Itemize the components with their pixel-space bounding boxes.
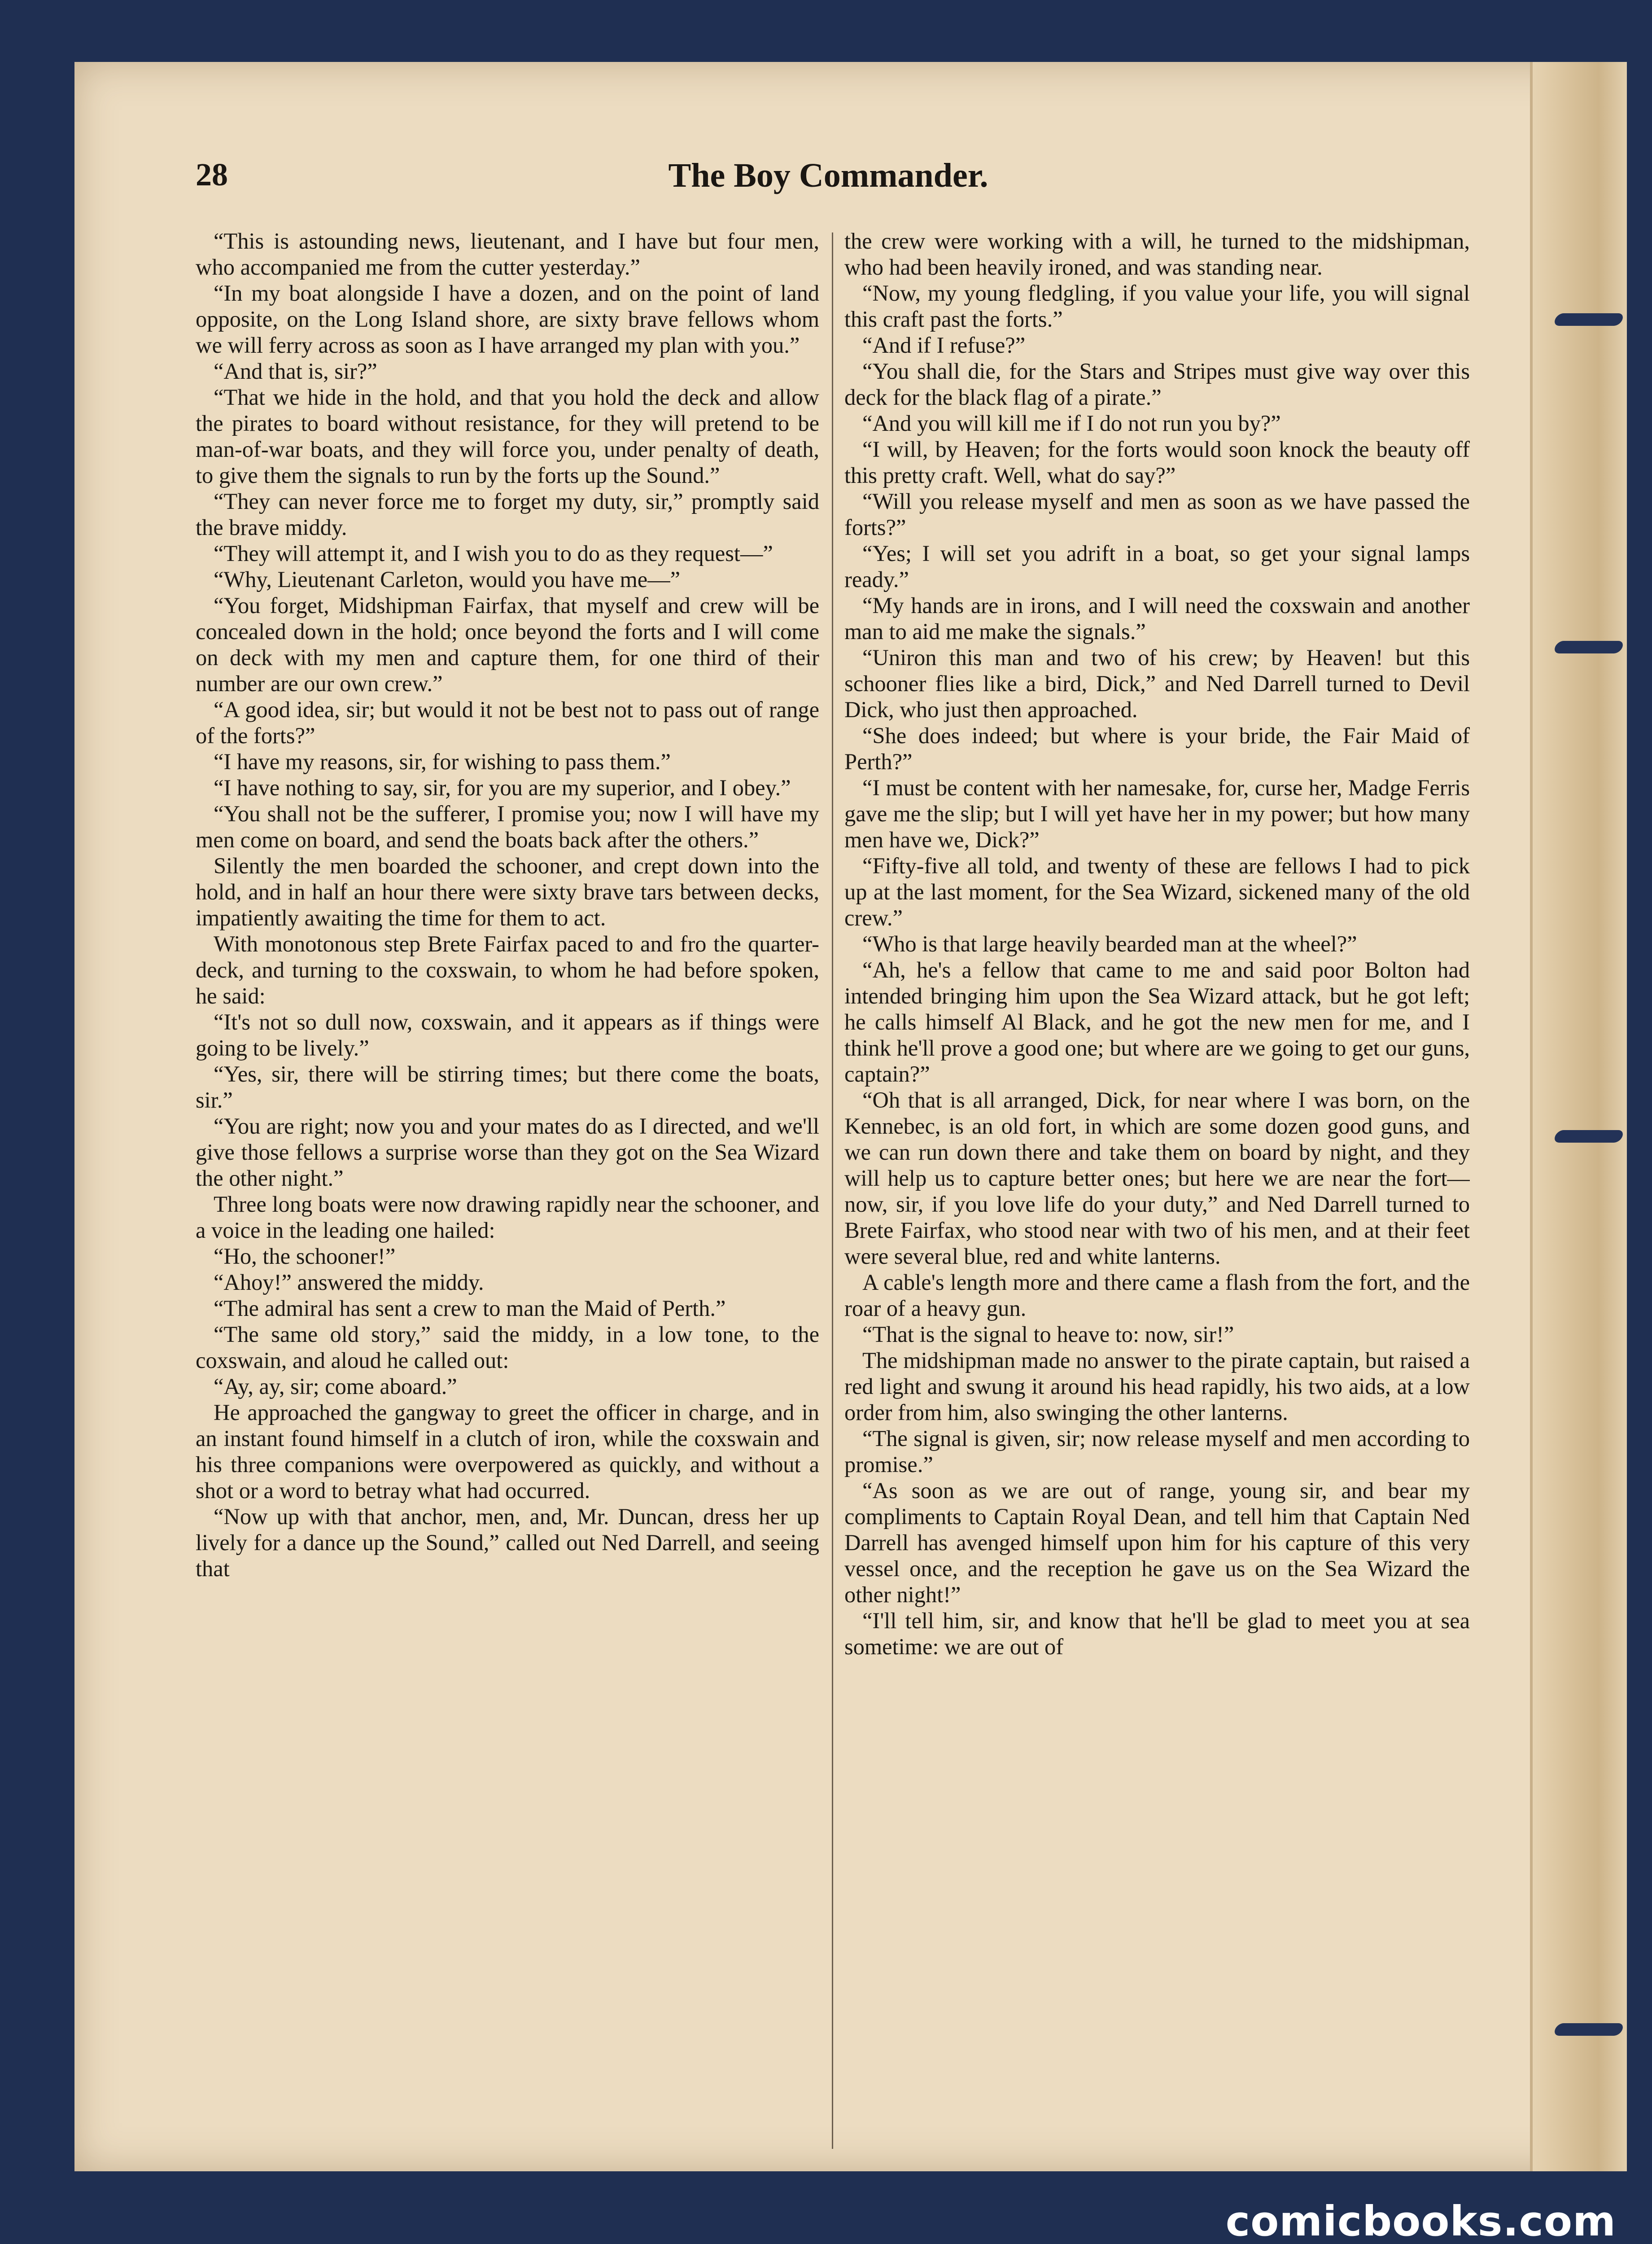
paragraph: “Ahoy!” answered the middy.	[214, 1270, 484, 1295]
staple-hole	[1553, 2023, 1625, 2036]
paragraph: Three long boats were now drawing rapidly near the schooner, and a voice in the leading one hailed:	[196, 1192, 819, 1243]
paragraph: “It's not so dull now, coxswain, and it appears as if things were going to be lively.”	[196, 1009, 819, 1061]
paragraph: “You are right; now you and your mates do as I directed, and we'll give those fellows a surprise worse than they got on the Sea Wizard the other night.”	[196, 1113, 819, 1191]
paragraph: “My hands are in irons, and I will need the coxswain and another man to aid me make the signals.”	[844, 593, 1470, 644]
staple-hole	[1553, 1130, 1625, 1143]
paragraph: “They can never force me to forget my duty, sir,” promptly said the brave middy.	[196, 489, 819, 540]
paragraph: “You forget, Midshipman Fairfax, that myself and crew will be concealed down in the hold; once beyond the forts and I will come on deck with my men and capture them, for one third of their number are our own crew.”	[196, 593, 819, 696]
paragraph: “Uniron this man and two of his crew; by Heaven! but this schooner flies like a bird, Dick,” and Ned Darrell turned to Devil Dick, who just then approached.	[844, 645, 1470, 722]
paragraph: “I will, by Heaven; for the forts would soon knock the beauty off this pretty craft. Well, what do say?”	[844, 437, 1470, 488]
paragraph: “And that is, sir?”	[214, 359, 377, 384]
paragraph: “The same old story,” said the middy, in a low tone, to the coxswain, and aloud he called out:	[196, 1322, 819, 1373]
paragraph: “Who is that large heavily bearded man at the wheel?”	[862, 931, 1357, 956]
paragraph: “Ah, he's a fellow that came to me and said poor Bolton had intended bringing him upon the Sea Wizard attack, but he got left; he calls himself Al Black, and he got the new men for me, and I think he'll prove a good one; but where are we going to get our guns, captain?”	[844, 957, 1470, 1087]
paragraph: “Yes, sir, there will be stirring times; but there come the boats, sir.”	[196, 1061, 819, 1113]
paragraph: “Ho, the schooner!”	[214, 1244, 396, 1269]
paragraph: Silently the men boarded the schooner, and crept down into the hold, and in half an hour there were sixty brave tars between decks, impatiently awaiting the time for them to act.	[196, 853, 819, 930]
paragraph: “I must be content with her namesake, for, curse her, Madge Ferris gave me the slip; but I will yet have her in my power; but how many men have we, Dick?”	[844, 775, 1470, 852]
paragraph: “They will attempt it, and I wish you to do as they request—”	[214, 541, 773, 566]
paragraph: “That we hide in the hold, and that you hold the deck and allow the pirates to board without resistance, for they will pretend to be man-of-war boats, and they will force you, under penalty of death, to give them the signals to run by the forts up the Sound.”	[196, 385, 819, 488]
paragraph: “Yes; I will set you adrift in a boat, so get your signal lamps ready.”	[844, 541, 1470, 592]
paragraph: “The admiral has sent a crew to man the Maid of Perth.”	[214, 1296, 726, 1321]
paragraph: the crew were working with a will, he turned to the midshipman, who had been heavily ironed, and was standing near.	[844, 228, 1470, 280]
paragraph: “Ay, ay, sir; come aboard.”	[214, 1374, 457, 1399]
paragraph: “And you will kill me if I do not run you by?”	[862, 411, 1281, 436]
page-spine	[1530, 62, 1627, 2171]
paragraph: “I have nothing to say, sir, for you are my superior, and I obey.”	[214, 775, 791, 800]
site-watermark: comicbooks.com	[1225, 2197, 1616, 2244]
paragraph: “And if I refuse?”	[862, 333, 1026, 358]
left-text-column	[196, 228, 819, 2149]
paragraph: “A good idea, sir; but would it not be best not to pass out of range of the forts?”	[196, 697, 819, 748]
paragraph: With monotonous step Brete Fairfax paced to and fro the quarter-deck, and turning to the coxswain, to whom he had before spoken, he said:	[196, 931, 819, 1008]
paragraph: “Fifty-five all told, and twenty of these are fellows I had to pick up at the last moment, for the Sea Wizard, sickened many of the old crew.”	[844, 853, 1470, 930]
paragraph: A cable's length more and there came a flash from the fort, and the roar of a heavy gun.	[844, 1270, 1470, 1321]
paragraph: “Now up with that anchor, men, and, Mr. Duncan, dress her up lively for a dance up the Sound,” called out Ned Darrell, and seeing that	[196, 1504, 819, 1581]
staple-hole	[1553, 641, 1625, 653]
paragraph: “That is the signal to heave to: now, sir!”	[862, 1322, 1234, 1347]
page-header	[196, 156, 1461, 210]
paragraph: The midshipman made no answer to the pirate captain, but raised a red light and swung it around his head rapidly, his two aids, at a low order from him, also swinging the other lanterns.	[844, 1348, 1470, 1425]
paragraph: “As soon as we are out of range, young sir, and bear my compliments to Captain Royal Dean, and tell him that Captain Ned Darrell has avenged himself upon him for his capture of this very vessel once, and the reception he gave us on the Sea Wizard the other night!”	[844, 1478, 1470, 1607]
paragraph: “Now, my young fledgling, if you value your life, you will signal this craft past the forts.”	[844, 280, 1470, 332]
paragraph: “Oh that is all arranged, Dick, for near where I was born, on the Kennebec, is an old fort, in which are some dozen good guns, and we can run down there and take them on board by night, and they will help us to capture better ones; but here we are near the fort—now, sir, if you love life do your duty,” and Ned Darrell turned to Brete Fairfax, who stood near with two of his men, and at their feet were several blue, red and white lanterns.	[844, 1087, 1470, 1269]
paragraph: “Why, Lieutenant Carleton, would you have me—”	[214, 567, 681, 592]
paragraph: “She does indeed; but where is your bride, the Fair Maid of Perth?”	[844, 723, 1470, 774]
paragraph: “Will you release myself and men as soon as we have passed the forts?”	[844, 489, 1470, 540]
paragraph: He approached the gangway to greet the officer in charge, and in an instant found himself in a clutch of iron, while the coxswain and his three companions were overpowered as quickly, and without a shot or a word to betray what had occurred.	[196, 1400, 819, 1503]
paragraph: “You shall die, for the Stars and Stripes must give way over this deck for the black flag of a pirate.”	[844, 359, 1470, 410]
page-title: The Boy Commander.	[668, 157, 988, 194]
column-divider	[832, 232, 833, 2149]
paragraph: “This is astounding news, lieutenant, and I have but four men, who accompanied me from the cutter yesterday.”	[196, 228, 819, 280]
magazine-page	[74, 62, 1627, 2171]
paragraph: “You shall not be the sufferer, I promise you; now I will have my men come on board, and send the boats back after the others.”	[196, 801, 819, 852]
staple-hole	[1553, 313, 1625, 326]
paragraph: “I have my reasons, sir, for wishing to pass them.”	[214, 749, 671, 774]
page-number: 28	[196, 157, 228, 193]
paragraph: “I'll tell him, sir, and know that he'll be glad to meet you at sea sometime: we are out of	[844, 1608, 1470, 1659]
paragraph: “The signal is given, sir; now release myself and men according to promise.”	[844, 1426, 1470, 1477]
paragraph: “In my boat alongside I have a dozen, and on the point of land opposite, on the Long Island shore, are sixty brave fellows whom we will ferry across as soon as I have arranged my plan with you.”	[196, 280, 819, 358]
right-text-column	[844, 228, 1470, 2149]
